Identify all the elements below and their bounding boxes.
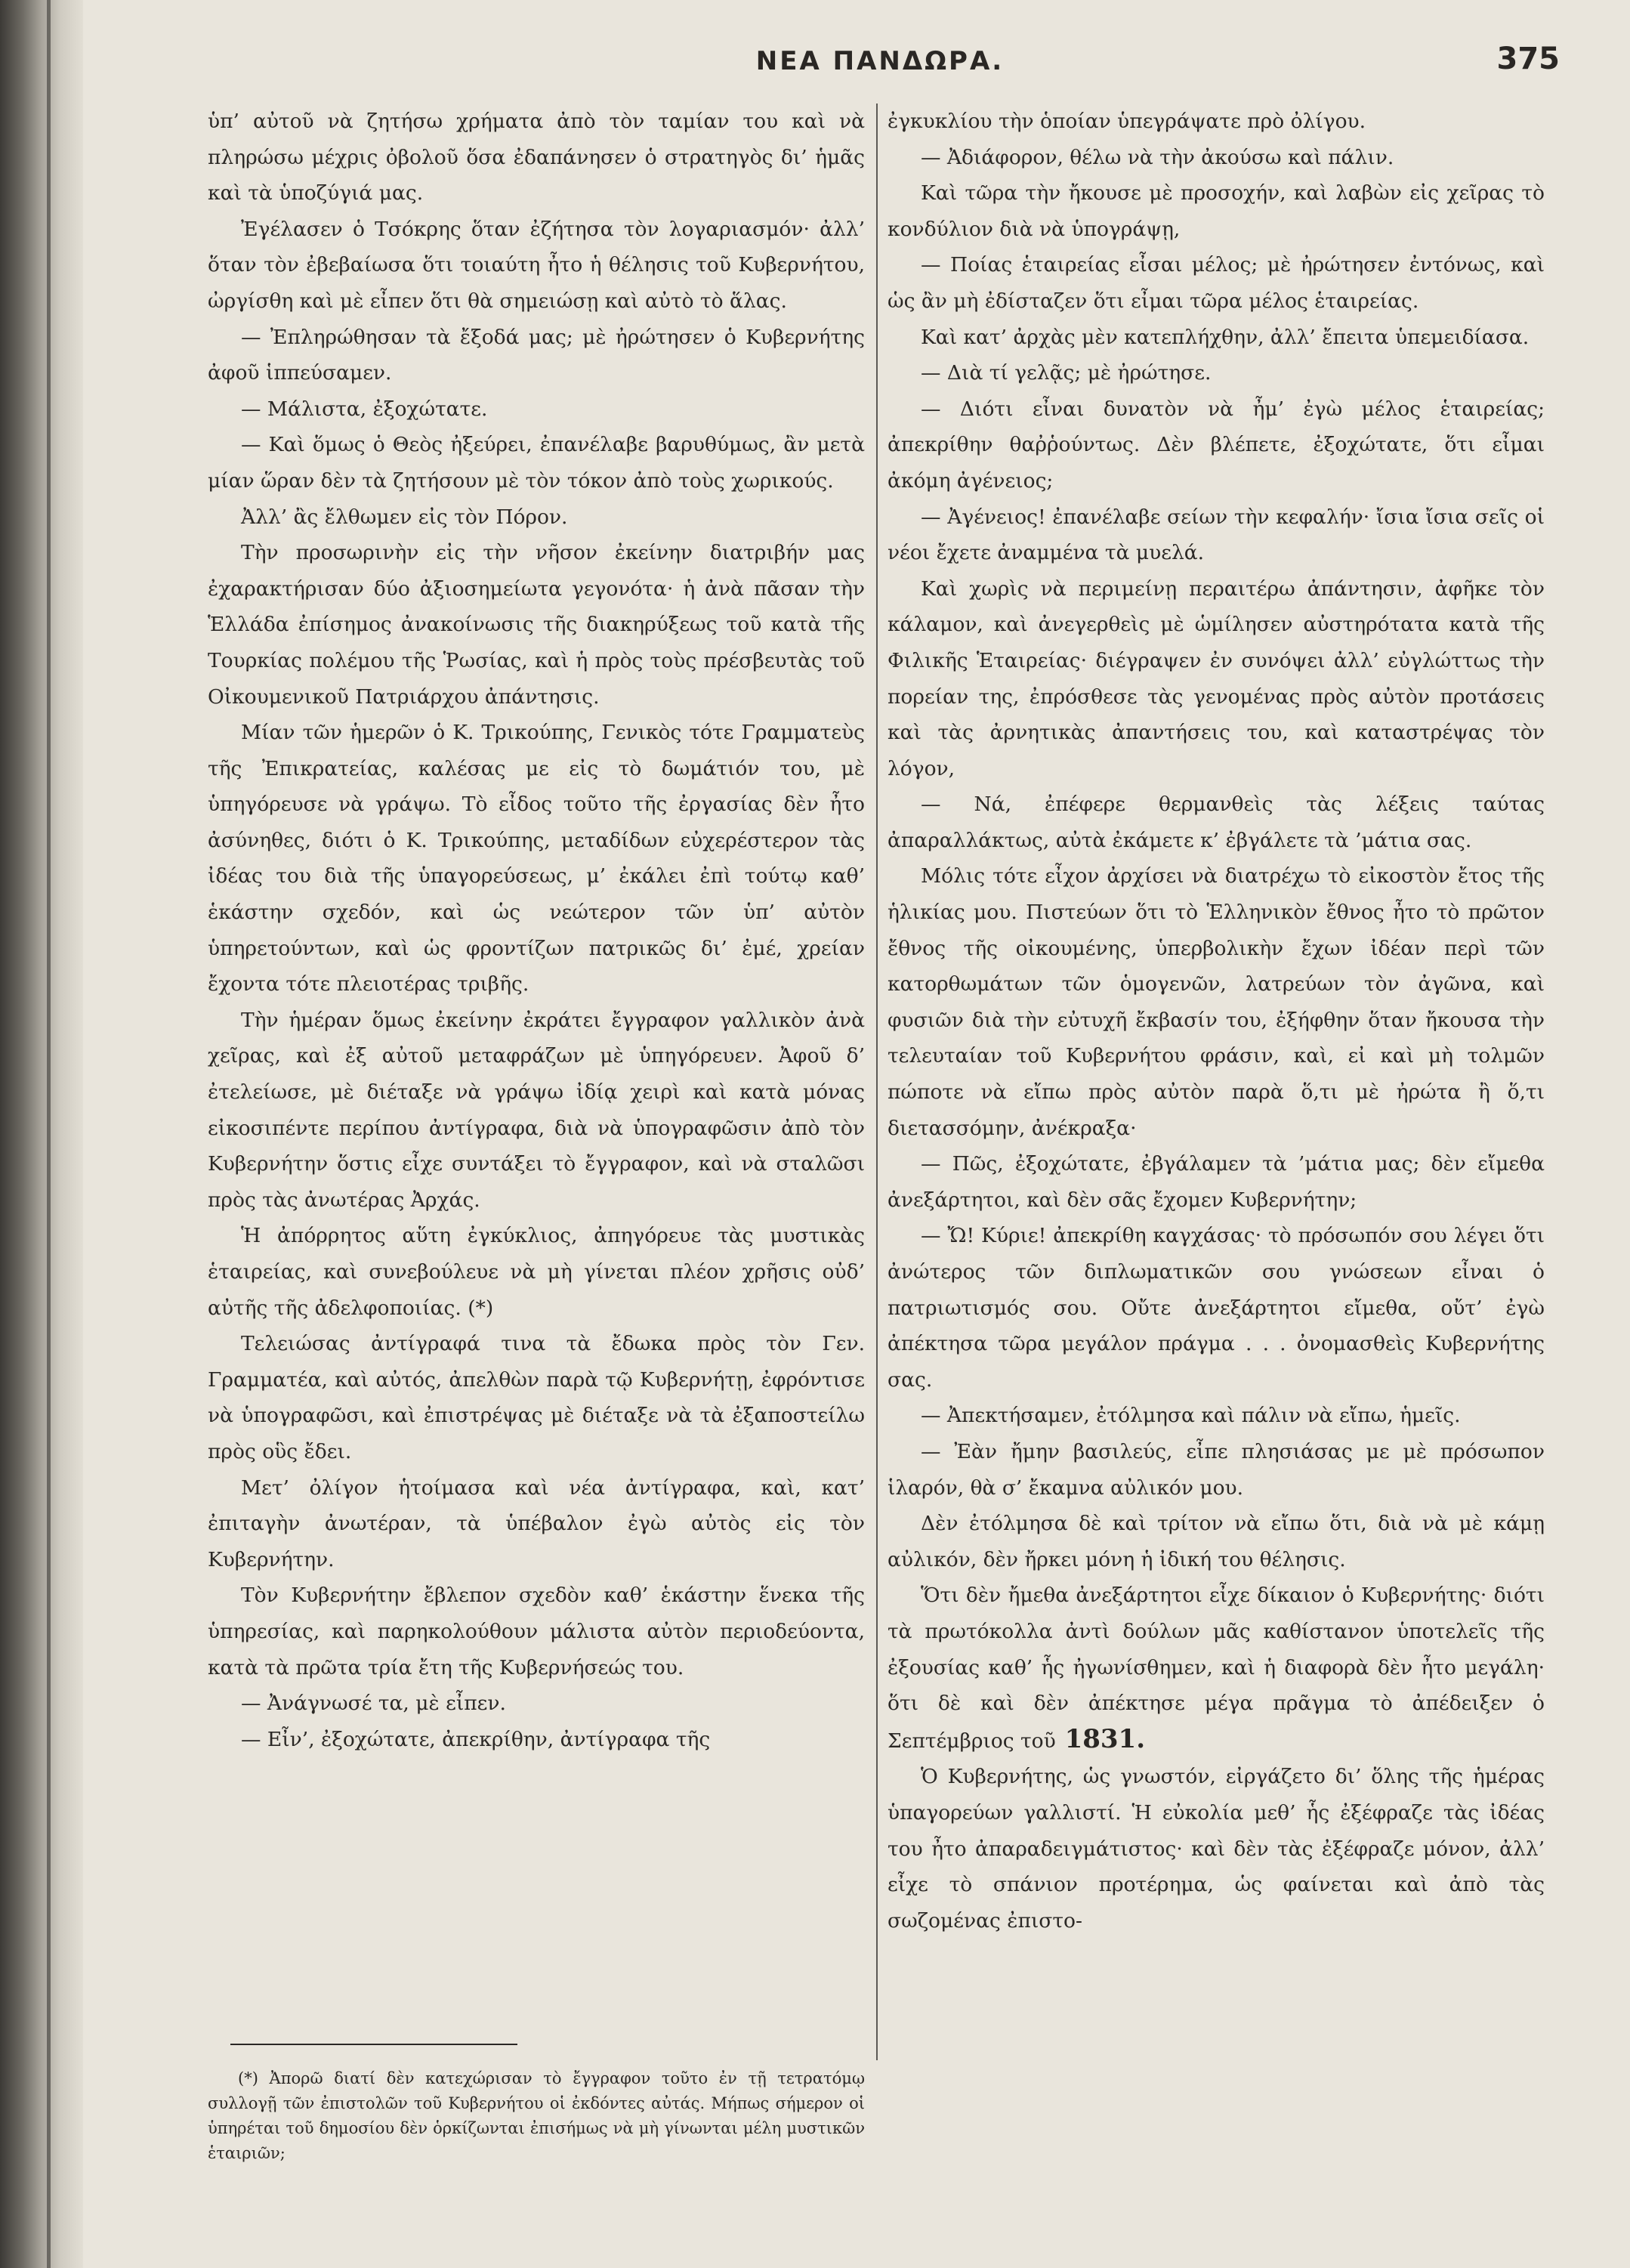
paragraph: Ἀλλ’ ἂς ἔλθωμεν εἰς τὸν Πόρον.	[241, 505, 568, 529]
paragraph: — Ἀπεκτήσαμεν, ἐτόλμησα καὶ πάλιν νὰ εἴπω, ἡμεῖς.	[921, 1404, 1461, 1428]
paragraph: ἐγκυκλίου τὴν ὁποίαν ὑπεγράψατε πρὸ ὀλίγου.	[888, 110, 1366, 133]
paragraph: — Ποίας ἑταιρείας εἶσαι μέλος; μὲ ἠρώτησεν ἐντόνως, καὶ ὡς ἂν μὴ ἐδίσταζεν ὅτι εἶμαι τῶρα μέλος ἑταιρείας.	[888, 253, 1545, 313]
paragraph: — Ἀνάγνωσέ τα, μὲ εἶπεν.	[241, 1692, 506, 1716]
paragraph: — Νά, ἐπέφερε θερμανθεὶς τὰς λέξεις ταύτας ἀπαραλλάκτως, αὐτὰ ἐκάμετε κ’ ἐβγάλετε τὰ ’μάτια σας.	[888, 793, 1545, 852]
book-binding-shadow	[0, 0, 83, 2268]
paragraph: Ἐγέλασεν ὁ Τσόκρης ὅταν ἐζήτησα τὸν λογαριασμόν· ἀλλ’ ὅταν τὸν ἐβεβαίωσα ὅτι τοιαύτη ἦτο ἡ θέλησις τοῦ Κυβερνήτου, ὠργίσθη καὶ μὲ εἶπεν ὅτι θὰ σημειώσῃ καὶ αὐτὸ τὸ ἅλας.	[208, 217, 865, 313]
paragraph: Ὁ Κυβερνήτης, ὡς γνωστόν, εἰργάζετο δι’ ὅλης τῆς ἡμέρας ὑπαγορεύων γαλλιστί. Ἡ εὐκολία μεθ’ ἧς ἐξέφραζε τὰς ἰδέας του ἦτο ἀπαραδειγμάτιστος· καὶ δὲν τὰς ἐξέφραζε μόνον, ἀλλ’ εἶχε τὸ σπάνιον προτέρημα, ὡς φαίνεται καὶ ἀπὸ τὰς σωζομένας ἐπιστο-	[888, 1765, 1545, 1933]
paragraph: Δὲν ἐτόλμησα δὲ καὶ τρίτον νὰ εἴπω ὅτι, διὰ νὰ μὲ κάμῃ αὐλικόν, δὲν ἤρκει μόνη ἡ ἰδική του θέλησις.	[888, 1512, 1545, 1571]
paragraph: Μετ’ ὀλίγον ἡτοίμασα καὶ νέα ἀντίγραφα, καὶ, κατ’ ἐπιταγὴν ἀνωτέραν, τὰ ὑπέβαλον ἐγὼ αὐτὸς εἰς τὸν Κυβερνήτην.	[208, 1475, 865, 1571]
binding-gutter-line	[47, 0, 51, 2268]
year-1831: 1831.	[1055, 1723, 1146, 1754]
running-title: ΝΕΑ ΠΑΝΔΩΡΑ.	[755, 46, 1005, 76]
paragraph: — Εἶν’, ἐξοχώτατε, ἀπεκρίθην, ἀντίγραφα τῆς	[241, 1727, 711, 1751]
paragraph: Τὴν ἡμέραν ὅμως ἐκείνην ἐκράτει ἔγγραφον γαλλικὸν ἀνὰ χεῖρας, καὶ ἐξ αὐτοῦ μεταφράζων μὲ ὑπηγόρευεν. Ἀφοῦ δ’ ἐτελείωσε, μὲ διέταξε νὰ γράψω ἰδίᾳ χειρὶ καὶ κατὰ μόνας εἰκοσιπέντε περίπου ἀντίγραφα, διὰ νὰ ὑπογραφῶσιν ἀπὸ τὸν Κυβερνήτην ὅστις εἶχε συντάξει τὸ ἔγγραφον, καὶ νὰ σταλῶσι πρὸς τὰς ἀνωτέρας Ἀρχάς.	[208, 1008, 865, 1212]
paragraph: Καὶ τῶρα τὴν ἤκουσε μὲ προσοχήν, καὶ λαβὼν εἰς χεῖρας τὸ κονδύλιον διὰ νὰ ὑπογράψῃ,	[888, 181, 1545, 241]
paragraph: Ὅτι δὲν ἤμεθα ἀνεξάρτητοι εἶχε δίκαιον ὁ Κυβερνήτης· διότι τὰ πρωτόκολλα ἀντὶ δούλων μᾶς καθίστανον ὑποτελεῖς τῆς ἐξουσίας καθ’ ἧς ἠγωνίσθημεν, καὶ ἡ διαφορὰ δὲν ἦτο μεγάλη· ὅτι δὲ καὶ δὲν ἀπέκτησε μέγα πρᾶγμα τὸ ἀπέδειξεν ὁ Σεπτέμβριος τοῦ 1831.	[888, 1584, 1545, 1754]
book-page	[208, 42, 1560, 2232]
running-header	[208, 42, 1560, 94]
paragraph: — Διὰ τί γελᾷς; μὲ ἠρώτησε.	[921, 361, 1212, 385]
paragraph: — Ἐπληρώθησαν τὰ ἔξοδά μας; μὲ ἠρώτησεν ὁ Κυβερνήτης ἀφοῦ ἱππεύσαμεν.	[208, 325, 865, 385]
paragraph: — Ἀδιάφορον, θέλω νὰ τὴν ἀκούσω καὶ πάλιν.	[921, 145, 1394, 169]
paragraph: — Διότι εἶναι δυνατὸν νὰ ἦμ’ ἐγὼ μέλος ἑταιρείας; ἀπεκρίθην θαῤῥούντως. Δὲν βλέπετε, ἐξοχώτατε, ὅτι εἶμαι ἀκόμη ἀγένειος;	[888, 397, 1545, 493]
paragraph: — Ὤ! Κύριε! ἀπεκρίθη καγχάσας· τὸ πρόσωπόν σου λέγει ὅτι ἀνώτερος τῶν διπλωματικῶν σου γνώσεων εἶναι ὁ πατριωτισμός σου. Οὔτε ἀνεξάρτητοι εἴμεθα, οὔτ’ ἐγὼ ἀπέκτησα τῶρα μεγάλον πράγμα . . . ὀνομασθεὶς Κυβερνήτης σας.	[888, 1224, 1545, 1392]
paragraph: Καὶ χωρὶς νὰ περιμείνῃ περαιτέρω ἀπάντησιν, ἀφῆκε τὸν κάλαμον, καὶ ἀνεγερθεὶς μὲ ὡμίλησεν αὐστηρότατα κατὰ τῆς Φιλικῆς Ἑταιρείας· διέγραψεν ἐν συνόψει ἀλλ’ εὐγλώττως τὴν πορείαν της, ἐπρόσθεσε τὰς γενομένας πρὸς αὐτὸν προτάσεις καὶ τὰς ἀρνητικὰς ἀπαντήσεις του, καὶ καταστρέψας τὸν λόγον,	[888, 576, 1545, 780]
paragraph: ὑπ’ αὐτοῦ νὰ ζητήσω χρήματα ἀπὸ τὸν ταμίαν του καὶ νὰ πληρώσω μέχρις ὀβολοῦ ὅσα ἐδαπάνησεν ὁ στρατηγὸς δι’ ἡμᾶς καὶ τὰ ὑποζύγιά μας.	[208, 110, 865, 205]
paragraph: — Ἀγένειος! ἐπανέλαβε σείων τὴν κεφαλήν· ἴσια ἴσια σεῖς οἱ νέοι ἔχετε ἀναμμένα τὰ μυελά.	[888, 505, 1545, 565]
footnotes	[208, 2066, 865, 2166]
paragraph: Τὴν προσωρινὴν εἰς τὴν νῆσον ἐκείνην διατριβήν μας ἐχαρακτήρισαν δύο ἀξιοσημείωτα γεγονότα· ἡ ἀνὰ πᾶσαν τὴν Ἑλλάδα ἐπίσημος ἀνακοίνωσις τῆς διακηρύξεως τοῦ κατὰ τῆς Τουρκίας πολέμου τῆς Ῥωσίας, καὶ ἡ πρὸς τοὺς πρέσβευτὰς τοῦ Οἰκουμενικοῦ Πατριάρχου ἀπάντησις.	[208, 541, 865, 709]
paragraph: — Μάλιστα, ἐξοχώτατε.	[241, 397, 488, 421]
left-column	[208, 104, 865, 1757]
right-column	[888, 104, 1545, 1939]
paragraph: Καὶ κατ’ ἀρχὰς μὲν κατεπλήχθην, ἀλλ’ ἔπειτα ὑπεμειδίασα.	[921, 325, 1530, 349]
paragraph: Τὸν Κυβερνήτην ἔβλεπον σχεδὸν καθ’ ἑκάστην ἕνεκα τῆς ὑπηρεσίας, καὶ παρηκολούθουν μάλιστα αὐτὸν περιοδεύοντα, κατὰ τὰ πρῶτα τρία ἔτη τῆς Κυβερνήσεώς του.	[208, 1584, 865, 1679]
paragraph: Μίαν τῶν ἡμερῶν ὁ Κ. Τρικούπης, Γενικὸς τότε Γραμματεὺς τῆς Ἐπικρατείας, καλέσας με εἰς τὸ δωμάτιόν του, μὲ ὑπηγόρευσε νὰ γράψω. Τὸ εἶδος τοῦτο τῆς ἐργασίας δὲν ἦτο ἀσύνηθες, διότι ὁ Κ. Τρικούπης, μεταδίδων εὐχερέστερον τὰς ἰδέας του διὰ τῆς ὑπαγορεύσεως, μ’ ἐκάλει ἐπὶ τούτῳ καθ’ ἑκάστην σχεδόν, καὶ ὡς νεώτερον τῶν ὑπ’ αὐτὸν ὑπηρετούντων, καὶ ὡς φροντίζων πατρικῶς δι’ ἐμέ, χρείαν ἔχοντα τότε πλειοτέρας τριβῆς.	[208, 721, 865, 996]
paragraph: Μόλις τότε εἶχον ἀρχίσει νὰ διατρέχω τὸ εἰκοστὸν ἔτος τῆς ἡλικίας μου. Πιστεύων ὅτι τὸ Ἑλληνικὸν ἔθνος ἦτο τὸ πρῶτον ἔθνος τῆς οἰκουμένης, ὑπερβολικὴν ἔχων ἰδέαν περὶ τῶν κατορθωμάτων τῶν ὁμογενῶν, λατρεύων τὸν ἀγῶνα, καὶ φυσιῶν διὰ τὴν εὐτυχῆ ἔκβασίν του, ἐξήφθην ὅταν ἤκουσα τὴν τελευταίαν τοῦ Κυβερνήτου φράσιν, καὶ, εἰ καὶ μὴ τολμῶν πώποτε νὰ εἴπω πρὸς αὐτὸν παρὰ ὅ,τι μὲ ἠρώτα ἢ ὅ,τι διετασσόμην, ἀνέκραξα·	[888, 864, 1545, 1140]
paragraph: — Καὶ ὅμως ὁ Θεὸς ἠξεύρει, ἐπανέλαβε βαρυθύμως, ἂν μετὰ μίαν ὥραν δὲν τὰ ζητήσουν μὲ τὸν τόκον ἀπὸ τοὺς χωρικούς.	[208, 433, 865, 493]
column-divider	[876, 104, 878, 2060]
paragraph: — Πῶς, ἐξοχώτατε, ἐβγάλαμεν τὰ ’μάτια μας; δὲν εἴμεθα ἀνεξάρτητοι, καὶ δὲν σᾶς ἔχομεν Κυβερνήτην;	[888, 1152, 1545, 1212]
paragraph: Τελειώσας ἀντίγραφά τινα τὰ ἔδωκα πρὸς τὸν Γεν. Γραμματέα, καὶ αὐτός, ἀπελθὼν παρὰ τῷ Κυβερνήτῃ, ἐφρόντισε νὰ ὑπογραφῶσι, καὶ ἐπιστρέψας μὲ διέταξε νὰ τὰ ἐξαποστείλω πρὸς οὓς ἔδει.	[208, 1332, 865, 1463]
page-number: 375	[1496, 42, 1560, 76]
footnote: (*) Ἀπορῶ διατί δὲν κατεχώρισαν τὸ ἔγγραφον τοῦτο ἐν τῇ τετρατόμῳ συλλογῇ τῶν ἐπιστολῶν τοῦ Κυβερνήτου οἱ ἐκδόντες αὐτάς. Μήπως σήμερον οἱ ὑπηρέται τοῦ δημοσίου δὲν ὁρκίζωνται ἐπισήμως νὰ μὴ γίνωνται μέλη μυστικῶν ἑταιριῶν;	[208, 2069, 865, 2162]
footnote-rule	[230, 2044, 517, 2045]
paragraph: Ἡ ἀπόρρητος αὕτη ἐγκύκλιος, ἀπηγόρευε τὰς μυστικὰς ἑταιρείας, καὶ συνεβούλευε νὰ μὴ γίνεται πλέον χρῆσις οὐδ’ αὐτῆς τῆς ἀδελφοποιίας. (*)	[208, 1224, 865, 1320]
paragraph: — Ἐὰν ἤμην βασιλεύς, εἶπε πλησιάσας με μὲ πρόσωπον ἱλαρόν, θὰ σ’ ἔκαμνα αὐλικόν μου.	[888, 1439, 1545, 1500]
